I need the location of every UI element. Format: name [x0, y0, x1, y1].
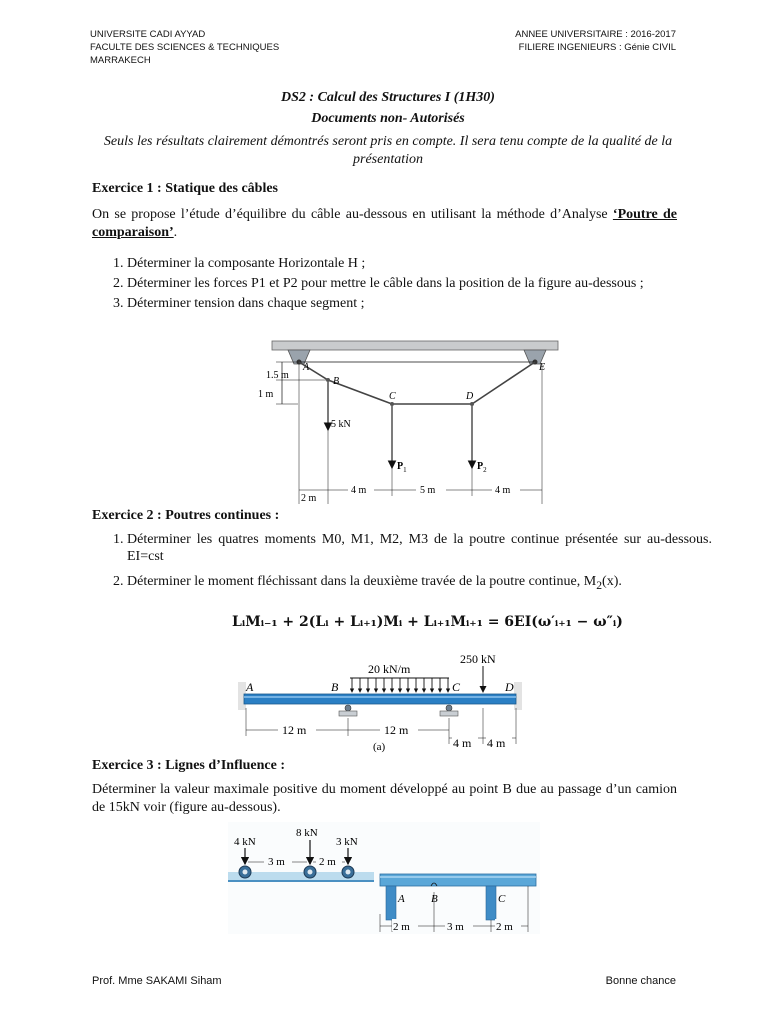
support-c [440, 705, 458, 716]
dim-4m-b: 4 m [495, 485, 511, 496]
exercise-1-intro-text: On se propose l’étude d’équilibre du câble au-dessous en utilisant la méthode d’Analyse [92, 207, 608, 222]
wheel-2 [304, 866, 316, 878]
span-dim-2: 12 m [384, 723, 409, 737]
continuous-beam-figure [238, 652, 528, 753]
ceiling-beam [272, 341, 558, 350]
dim-5m: 5 m [420, 485, 436, 496]
wheel-1 [239, 866, 251, 878]
professor-name: Prof. Mme SAKAMI Siham [92, 975, 222, 987]
three-moment-equation: LᵢMᵢ₋₁ + 2(Lᵢ + Lᵢ₊₁)Mᵢ + Lᵢ₊₁Mᵢ₊₁ = 6EI(ω′ᵢ₊₁ − ω″ᵢ) [232, 614, 623, 630]
exercise-1-question: 2. Déterminer les forces P1 et P2 pour mettre le câble dans la position de la figure au-dessous ; [127, 275, 712, 292]
exam-title: DS2 : Calcul des Structures I (1H30) [281, 90, 495, 105]
pier-c [486, 886, 496, 920]
beam [244, 694, 516, 704]
exercise-1-question: 1. Déterminer la composante Horizontale H ; [127, 255, 712, 272]
point-b: B [333, 376, 340, 387]
exercise-2-question-2-text: Déterminer le moment fléchissant dans la deuxième travée de la poutre continue, M [127, 574, 597, 589]
header-right [515, 28, 676, 54]
axle-load-3: 3 kN [336, 836, 358, 848]
exercise-1-heading: Exercice 1 : Statique des câbles [92, 181, 278, 196]
exercise-3-heading: Exercice 3 : Lignes d’Influence : [92, 758, 285, 773]
span-dim-3: 4 m [453, 736, 472, 750]
figure-caption: (a) [373, 741, 386, 753]
force-p1-sub: 1 [403, 466, 407, 474]
exercise-2-heading: Exercice 2 : Poutres continues : [92, 508, 280, 523]
force-p1-letter: P [397, 461, 404, 472]
axle-spacing-1: 3 m [268, 856, 285, 868]
exercise-1-method: ‘Poutre de comparaison’ [92, 207, 678, 240]
beam-point-c: C [452, 680, 461, 694]
bridge-point-b: B [431, 893, 438, 905]
bridge-dim-3: 2 m [496, 921, 513, 933]
cable-figure [258, 338, 558, 504]
exercise-3-text: Déterminer la valeur maximale positive du moment développé au point B due au passage d’un camion de 15kN voir (figure au-dessous). [92, 782, 677, 815]
beam-point-a: A [246, 680, 254, 694]
beam-point-b: B [331, 680, 339, 694]
exercise-2-question-2-end: (x). [602, 574, 622, 589]
bridge-point-a: A [398, 893, 405, 905]
exercise-1-intro [92, 206, 677, 242]
dim-2m: 2 m [301, 493, 317, 504]
distributed-load: 20 kN/m [368, 662, 411, 676]
beam-point-d: D [505, 680, 514, 694]
influence-line-figure [228, 822, 540, 934]
exercise-2-question: 1. Déterminer les quatres moments M0, M1, M2, M3 de la poutre continue présentée sur au-dessous. EI=cst [127, 531, 712, 565]
dim-1m: 1 m [258, 389, 274, 400]
point-load: 250 kN [460, 652, 496, 666]
exercise-2-question-2-sub: 2 [596, 578, 603, 592]
force-p2-letter: P [477, 461, 484, 472]
dim-4m-a: 4 m [351, 485, 367, 496]
faculty-name: FACULTE DES SCIENCES & TECHNIQUES [90, 42, 280, 53]
header-left [90, 28, 279, 67]
span-dim-1: 12 m [282, 723, 307, 737]
pier-a [386, 886, 396, 920]
dim-1-5m: 1.5 m [266, 370, 289, 381]
bridge-deck [380, 874, 536, 886]
bridge-point-c: C [498, 893, 506, 905]
point-d: D [466, 391, 474, 402]
exercise-1-question: 3. Déterminer tension dans chaque segment ; [127, 295, 712, 312]
wheel-3 [342, 866, 354, 878]
exercise-2-question [127, 573, 712, 594]
force-p1 [397, 461, 407, 474]
bridge-dim-2: 3 m [447, 921, 464, 933]
force-p2 [477, 461, 487, 474]
load-5kn: 5 kN [331, 419, 351, 430]
closing-note: Bonne chance [605, 975, 676, 987]
axle-load-2: 8 kN [296, 827, 318, 839]
point-c: C [389, 391, 396, 402]
grading-note: Seuls les résultats clairement démontrés seront pris en compte. Il sera tenu compte de la qualité de la présentation [103, 134, 673, 167]
city-name: MARRAKECH [90, 55, 151, 66]
academic-year: ANNEE UNIVERSITAIRE : 2016-2017 [515, 29, 676, 40]
exercise-1-questions [92, 255, 712, 315]
point-a: A [303, 362, 310, 373]
span-dim-4: 4 m [487, 736, 506, 750]
documents-note: Documents non- Autorisés [311, 111, 465, 126]
bridge-dim-1: 2 m [393, 921, 410, 933]
exercise-1-intro-end: . [173, 225, 178, 240]
program-name: FILIERE INGENIEURS : Génie CIVIL [518, 42, 676, 53]
axle-spacing-2: 2 m [319, 856, 336, 868]
support-b [339, 705, 357, 716]
point-e: E [539, 362, 546, 373]
force-p2-sub: 2 [483, 466, 487, 474]
axle-load-1: 4 kN [234, 836, 256, 848]
exercise-2-questions [92, 531, 712, 597]
university-name: UNIVERSITE CADI AYYAD [90, 29, 206, 40]
